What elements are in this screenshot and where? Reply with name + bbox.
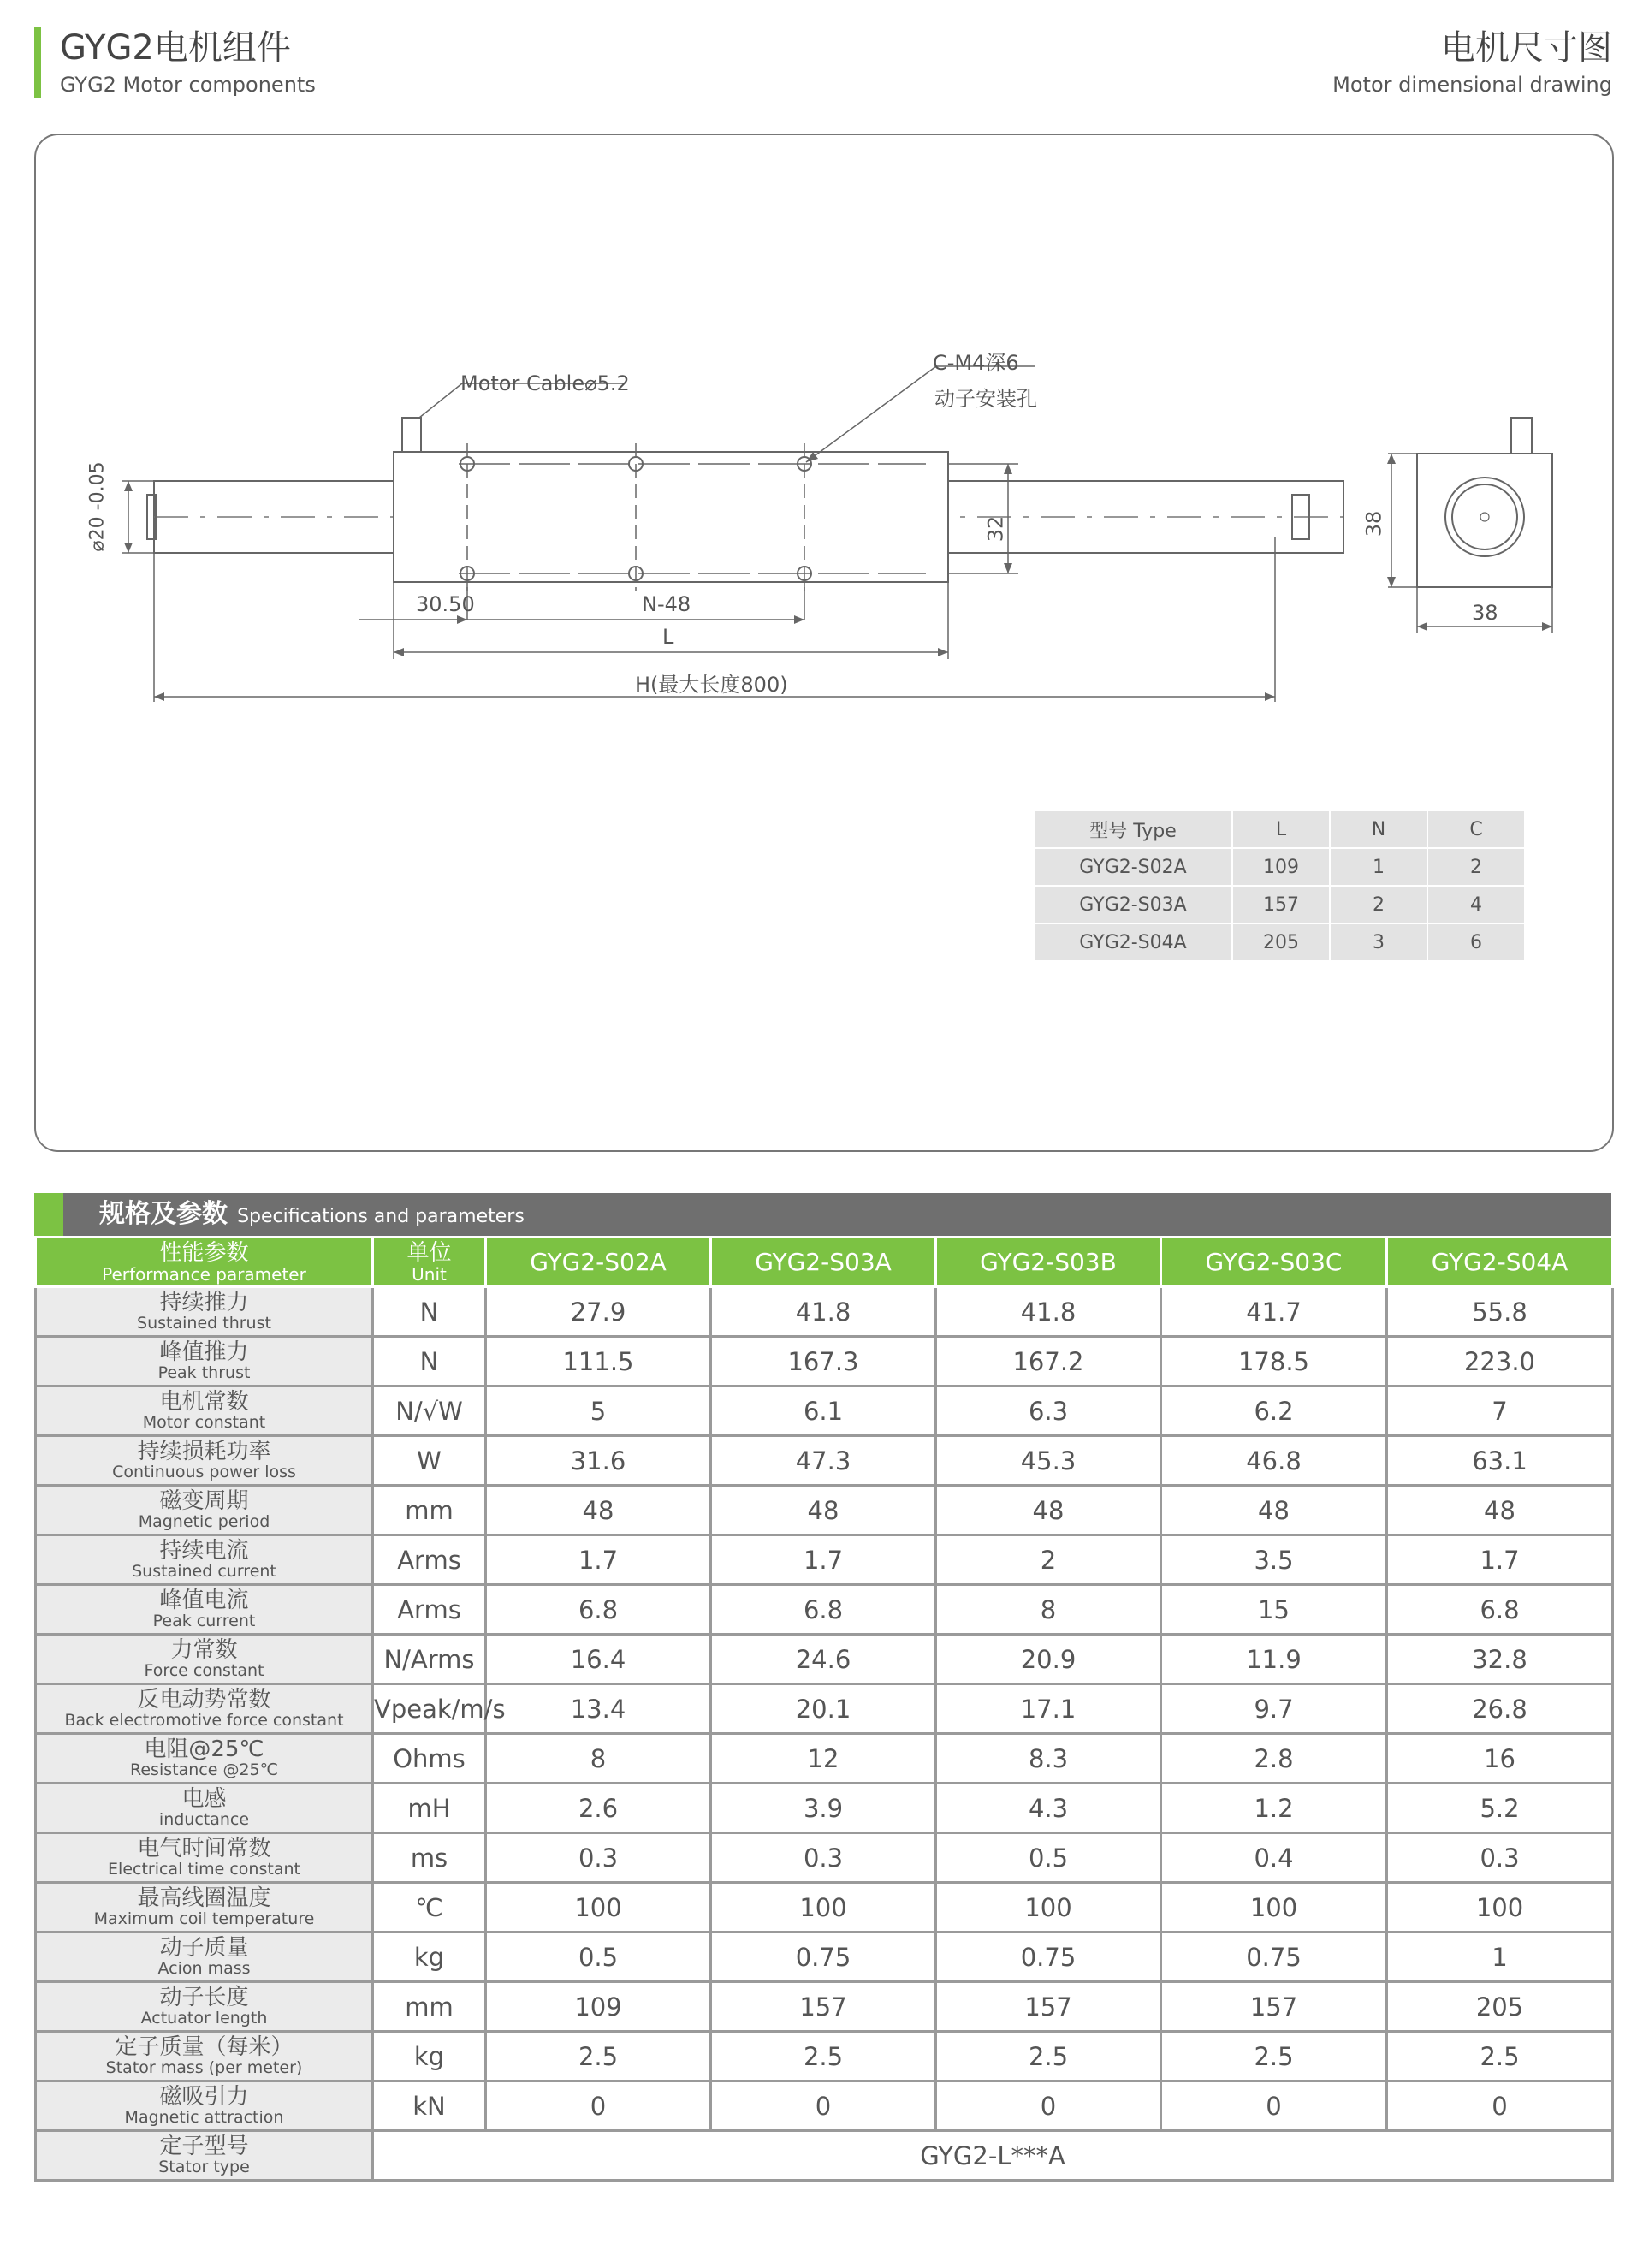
value-cell: 100 — [1387, 1883, 1613, 1933]
value-cell: 157 — [936, 1982, 1161, 2032]
value-cell: 41.7 — [1161, 1287, 1387, 1337]
section-header-left — [34, 27, 316, 98]
param-name: 最高线圈温度 Maximum coil temperature — [36, 1883, 373, 1933]
spec-header-row — [36, 1238, 1613, 1287]
table-row — [36, 1337, 1613, 1386]
table-row — [36, 1486, 1613, 1535]
mounting-hole-spec: C-M4深6 — [933, 351, 1019, 375]
table-row — [36, 1883, 1613, 1933]
offset-dim: 30.50 — [416, 592, 475, 616]
value-cell: 100 — [936, 1883, 1161, 1933]
value-cell: 157 — [1161, 1982, 1387, 2032]
value-cell: 0 — [936, 2081, 1161, 2131]
value-cell: 8 — [486, 1734, 711, 1784]
value-cell: 8 — [936, 1585, 1161, 1635]
pitch-dim: N-48 — [642, 592, 691, 616]
value-cell: 13.4 — [486, 1684, 711, 1734]
motor-cable-label: Motor Cable⌀5.2 — [460, 371, 630, 395]
length-h-dim: H(最大长度800) — [635, 673, 788, 697]
table-row — [36, 1833, 1613, 1883]
table-cell: 2 — [1330, 886, 1427, 923]
value-cell: 32.8 — [1387, 1635, 1613, 1684]
length-l-dim: L — [662, 625, 674, 649]
specifications-section — [34, 1193, 1611, 2182]
side-view-square — [1417, 454, 1552, 587]
value-cell: 5.2 — [1387, 1784, 1613, 1833]
table-header: C — [1427, 810, 1525, 848]
value-cell: 47.3 — [711, 1436, 936, 1486]
table-row — [36, 1436, 1613, 1486]
unit-cell: N/Arms — [373, 1635, 486, 1684]
table-cell: 157 — [1232, 886, 1330, 923]
value-cell: 63.1 — [1387, 1436, 1613, 1486]
value-cell: 6.8 — [1387, 1585, 1613, 1635]
unit-cell: ms — [373, 1833, 486, 1883]
param-name: 反电动势常数 Back electromotive force constant — [36, 1684, 373, 1734]
value-cell: 1.2 — [1161, 1784, 1387, 1833]
spec-title-bar — [34, 1193, 1611, 1236]
value-cell: 20.9 — [936, 1635, 1161, 1684]
table-row — [36, 1933, 1613, 1982]
param-name: 持续损耗功率 Continuous power loss — [36, 1436, 373, 1486]
unit-cell: N — [373, 1337, 486, 1386]
value-cell: 100 — [1161, 1883, 1387, 1933]
param-name: 持续电流 Sustained current — [36, 1535, 373, 1585]
table-row — [36, 1535, 1613, 1585]
table-row — [1034, 848, 1525, 886]
value-cell: 2.6 — [486, 1784, 711, 1833]
table-cell: 2 — [1427, 848, 1525, 886]
param-name: 动子长度 Actuator length — [36, 1982, 373, 2032]
value-cell: 16.4 — [486, 1635, 711, 1684]
value-cell: 0.5 — [486, 1933, 711, 1982]
value-cell: 1.7 — [486, 1535, 711, 1585]
value-cell: 157 — [711, 1982, 936, 2032]
value-cell: 55.8 — [1387, 1287, 1613, 1337]
value-cell: 8.3 — [936, 1734, 1161, 1784]
shaft-diameter-dim: ⌀20 -0.05 — [86, 461, 109, 552]
value-cell: 0.75 — [1161, 1933, 1387, 1982]
value-cell: 167.3 — [711, 1337, 936, 1386]
value-cell: 2.5 — [936, 2032, 1161, 2081]
table-cell: 3 — [1330, 923, 1427, 961]
unit-cell: W — [373, 1436, 486, 1486]
value-cell: 48 — [936, 1486, 1161, 1535]
value-cell: 6.1 — [711, 1386, 936, 1436]
table-header-row — [1034, 810, 1525, 848]
value-cell: 17.1 — [936, 1684, 1161, 1734]
value-cell: 26.8 — [1387, 1684, 1613, 1734]
body-height-dim: 32 — [983, 515, 1008, 543]
param-name: 电机常数 Motor constant — [36, 1386, 373, 1436]
unit-cell: Ohms — [373, 1734, 486, 1784]
table-cell: 109 — [1232, 848, 1330, 886]
table-header: N — [1330, 810, 1427, 848]
unit-cell: N/√W — [373, 1386, 486, 1436]
unit-cell: Arms — [373, 1535, 486, 1585]
value-cell: 6.3 — [936, 1386, 1161, 1436]
param-name: 定子型号 Stator type — [36, 2131, 373, 2181]
table-cell: GYG2-S02A — [1034, 848, 1232, 886]
value-cell: 27.9 — [486, 1287, 711, 1337]
value-cell: 1 — [1387, 1933, 1613, 1982]
table-cell: 6 — [1427, 923, 1525, 961]
value-cell: 0.3 — [1387, 1833, 1613, 1883]
stator-type-row — [36, 2131, 1613, 2181]
param-name: 峰值推力 Peak thrust — [36, 1337, 373, 1386]
table-row — [36, 1287, 1613, 1337]
value-cell: 46.8 — [1161, 1436, 1387, 1486]
value-cell: 2 — [936, 1535, 1161, 1585]
unit-cell: mm — [373, 1982, 486, 2032]
unit-cell: kg — [373, 1933, 486, 1982]
drawing-subtitle: Motor dimensional drawing — [1332, 73, 1612, 97]
table-header: 型号 Type — [1034, 810, 1232, 848]
unit-cell: kN — [373, 2081, 486, 2131]
table-row — [1034, 923, 1525, 961]
value-cell: 6.2 — [1161, 1386, 1387, 1436]
param-name: 电气时间常数 Electrical time constant — [36, 1833, 373, 1883]
value-cell: 167.2 — [936, 1337, 1161, 1386]
table-row — [36, 1684, 1613, 1734]
table-row — [36, 1386, 1613, 1436]
value-cell: 11.9 — [1161, 1635, 1387, 1684]
value-cell: 31.6 — [486, 1436, 711, 1486]
table-cell: 205 — [1232, 923, 1330, 961]
value-cell: 0.75 — [711, 1933, 936, 1982]
spec-title-cn: 规格及参数 — [99, 1199, 228, 1229]
value-cell: 6.8 — [711, 1585, 936, 1635]
value-cell: 4.3 — [936, 1784, 1161, 1833]
table-row — [36, 2081, 1613, 2131]
param-name: 力常数 Force constant — [36, 1635, 373, 1684]
param-header: 性能参数 Performance parameter — [36, 1238, 373, 1287]
title-accent — [34, 1193, 63, 1236]
value-cell: 100 — [486, 1883, 711, 1933]
page-title: GYG2电机组件 — [60, 28, 291, 68]
table-cell: GYG2-S03A — [1034, 886, 1232, 923]
value-cell: 45.3 — [936, 1436, 1161, 1486]
unit-header: 单位 Unit — [373, 1238, 486, 1287]
side-height-dim: 38 — [1361, 510, 1386, 537]
value-cell: 178.5 — [1161, 1337, 1387, 1386]
param-name: 动子质量 Acion mass — [36, 1933, 373, 1982]
value-cell: 2.5 — [711, 2032, 936, 2081]
unit-cell: mm — [373, 1486, 486, 1535]
value-cell: 5 — [486, 1386, 711, 1436]
value-cell: 6.8 — [486, 1585, 711, 1635]
value-cell: 20.1 — [711, 1684, 936, 1734]
table-cell: 1 — [1330, 848, 1427, 886]
value-cell: 111.5 — [486, 1337, 711, 1386]
mounting-hole-desc: 动子安装孔 — [934, 387, 1037, 411]
value-cell: 2.5 — [486, 2032, 711, 2081]
side-width-dim: 38 — [1472, 601, 1498, 625]
section-header-right — [1332, 27, 1612, 98]
dimension-drawing-panel — [34, 134, 1614, 1152]
unit-cell: mH — [373, 1784, 486, 1833]
table-row — [1034, 886, 1525, 923]
value-cell: 3.5 — [1161, 1535, 1387, 1585]
value-cell: 0 — [1161, 2081, 1387, 2131]
value-cell: 3.9 — [711, 1784, 936, 1833]
value-cell: 2.5 — [1161, 2032, 1387, 2081]
value-cell: 0.5 — [936, 1833, 1161, 1883]
value-cell: 12 — [711, 1734, 936, 1784]
unit-cell: N — [373, 1287, 486, 1337]
value-cell: 41.8 — [936, 1287, 1161, 1337]
table-header: L — [1232, 810, 1330, 848]
unit-cell: Arms — [373, 1585, 486, 1635]
value-cell: 109 — [486, 1982, 711, 2032]
value-cell: 0 — [486, 2081, 711, 2131]
model-header: GYG2-S02A — [486, 1238, 711, 1287]
model-header: GYG2-S04A — [1387, 1238, 1613, 1287]
param-name: 峰值电流 Peak current — [36, 1585, 373, 1635]
table-cell: GYG2-S04A — [1034, 923, 1232, 961]
spec-title-en: Specifications and parameters — [237, 1206, 525, 1227]
model-header: GYG2-S03C — [1161, 1238, 1387, 1287]
value-cell: 0.4 — [1161, 1833, 1387, 1883]
table-row — [36, 1635, 1613, 1684]
value-cell: 48 — [711, 1486, 936, 1535]
param-name: 电阻@25℃ Resistance @25℃ — [36, 1734, 373, 1784]
value-cell: 7 — [1387, 1386, 1613, 1436]
value-cell: 15 — [1161, 1585, 1387, 1635]
unit-cell: ℃ — [373, 1883, 486, 1933]
value-cell: 0 — [711, 2081, 936, 2131]
unit-cell: kg — [373, 2032, 486, 2081]
page-subtitle: GYG2 Motor components — [60, 73, 316, 97]
table-row — [36, 1585, 1613, 1635]
value-cell: 48 — [486, 1486, 711, 1535]
param-name: 电感 inductance — [36, 1784, 373, 1833]
stator-type-value: GYG2-L***A — [373, 2131, 1613, 2181]
value-cell: 0 — [1387, 2081, 1613, 2131]
param-name: 磁变周期 Magnetic period — [36, 1486, 373, 1535]
value-cell: 16 — [1387, 1734, 1613, 1784]
model-header: GYG2-S03A — [711, 1238, 936, 1287]
value-cell: 2.8 — [1161, 1734, 1387, 1784]
value-cell: 0.3 — [711, 1833, 936, 1883]
table-cell: 4 — [1427, 886, 1525, 923]
value-cell: 1.7 — [1387, 1535, 1613, 1585]
value-cell: 205 — [1387, 1982, 1613, 2032]
value-cell: 0.3 — [486, 1833, 711, 1883]
value-cell: 9.7 — [1161, 1684, 1387, 1734]
table-row — [36, 1784, 1613, 1833]
value-cell: 48 — [1387, 1486, 1613, 1535]
value-cell: 0.75 — [936, 1933, 1161, 1982]
unit-cell: Vpeak/m/s — [373, 1684, 486, 1734]
drawing-title: 电机尺寸图 — [1441, 28, 1612, 68]
actuator-body — [394, 452, 948, 582]
value-cell: 223.0 — [1387, 1337, 1613, 1386]
value-cell: 41.8 — [711, 1287, 936, 1337]
value-cell: 24.6 — [711, 1635, 936, 1684]
motor-drawing-svg — [36, 135, 1612, 1150]
value-cell: 48 — [1161, 1486, 1387, 1535]
model-header: GYG2-S03B — [936, 1238, 1161, 1287]
param-name: 持续推力 Sustained thrust — [36, 1287, 373, 1337]
spec-table — [34, 1236, 1614, 2182]
table-row — [36, 1982, 1613, 2032]
param-name: 定子质量（每米） Stator mass (per meter) — [36, 2032, 373, 2081]
value-cell: 1.7 — [711, 1535, 936, 1585]
param-name: 磁吸引力 Magnetic attraction — [36, 2081, 373, 2131]
value-cell: 2.5 — [1387, 2032, 1613, 2081]
type-dimension-table — [1033, 810, 1526, 962]
table-row — [36, 2032, 1613, 2081]
value-cell: 100 — [711, 1883, 936, 1933]
table-row — [36, 1734, 1613, 1784]
